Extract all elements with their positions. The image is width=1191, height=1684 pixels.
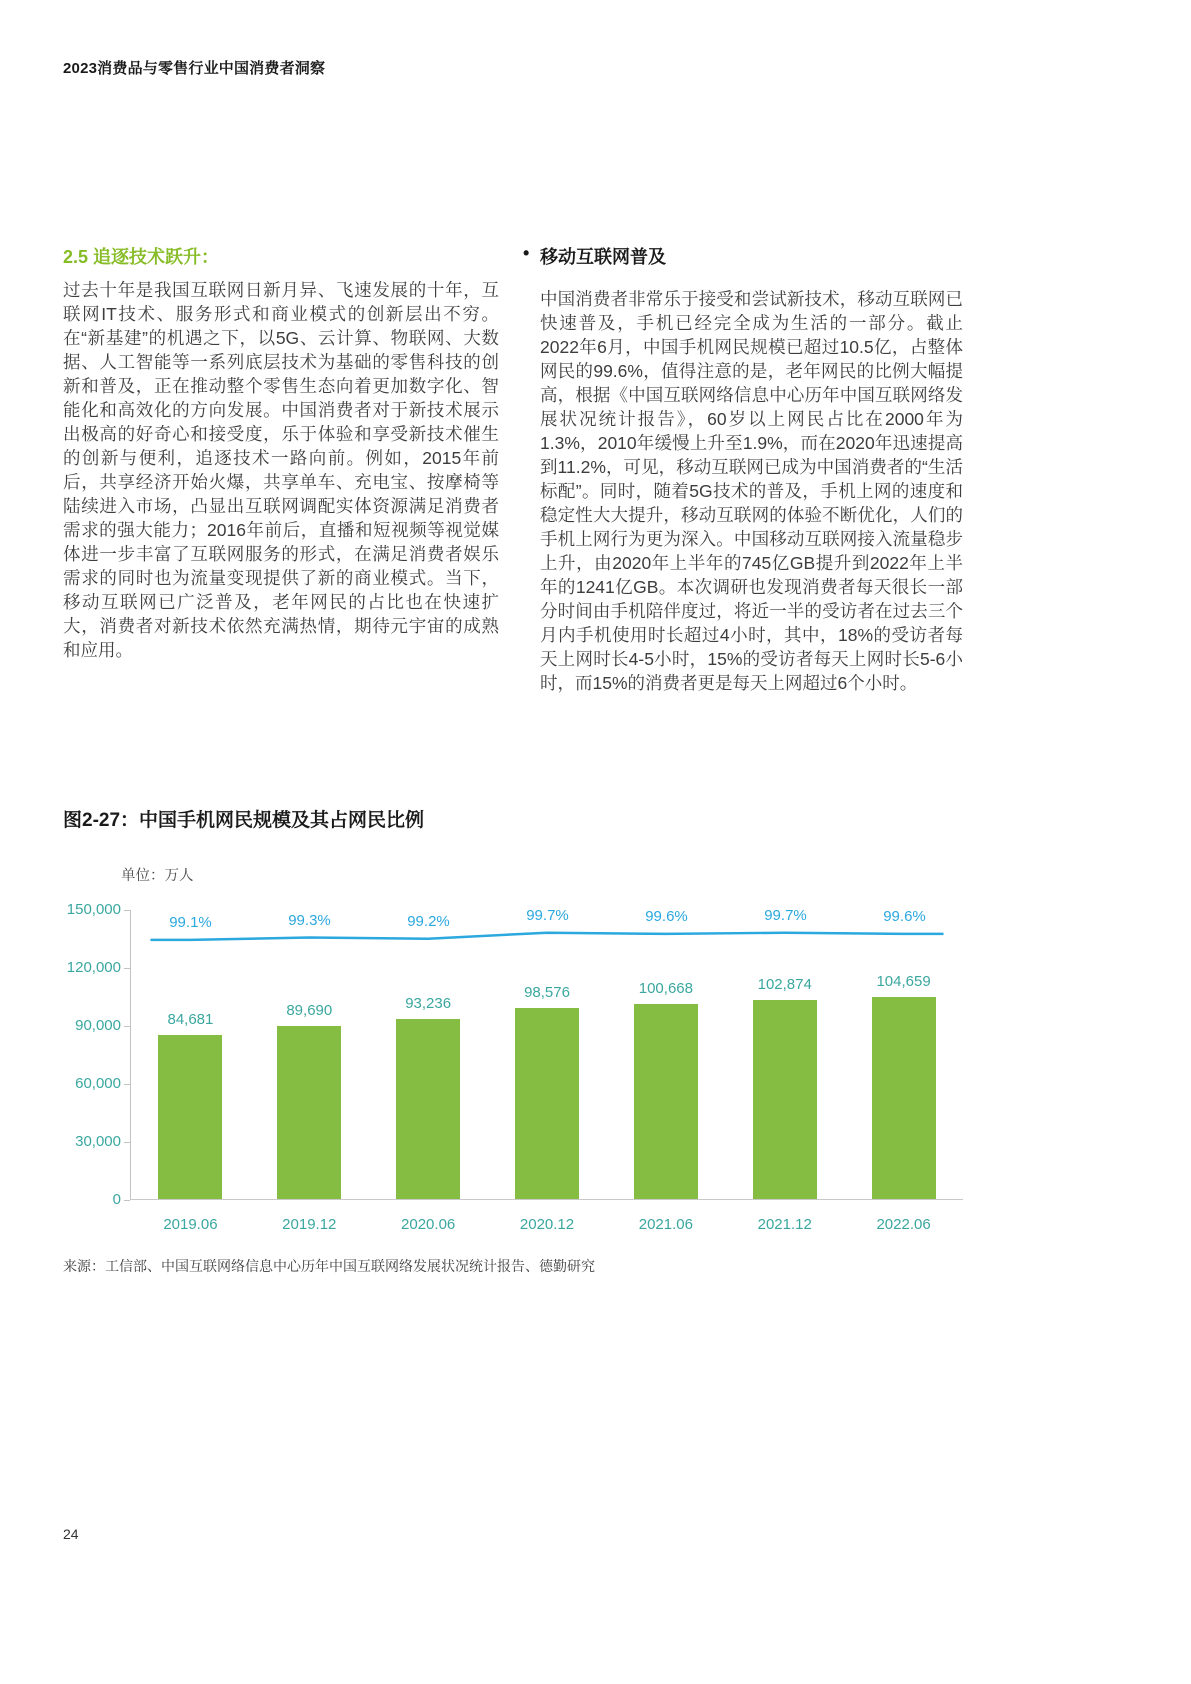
x-axis-label: 2019.06 xyxy=(163,1216,218,1233)
y-axis-tick xyxy=(124,1084,130,1085)
section-heading: 2.5 追逐技术跃升： xyxy=(63,247,220,267)
bullet-heading-row xyxy=(523,243,963,269)
bar-value-label: 100,668 xyxy=(638,980,693,998)
bar-group xyxy=(488,910,607,1233)
y-axis-tick xyxy=(124,1200,130,1201)
bar xyxy=(753,1000,817,1199)
y-axis-label: 30,000 xyxy=(75,1133,121,1150)
y-axis-label: 90,000 xyxy=(75,1017,121,1034)
subsection-body: 中国消费者非常乐于接受和尝试新技术，移动互联网已快速普及，手机已经完全成为生活的一部分。截止2022年6月，中国手机网民规模已超过10.5亿，占整体网民的99.6%，值得注意的是，老年网民的比例大幅提高，根据《中国互联网络信息中心历年中国互联网络发展状况统计报告》，60岁以上网民占比在2000年为1.3%，2010年缓慢上升至1.9%，而在2020年迅速提高到11.2%，可见，移动互联网已成为中国消费者的“生活标配”。同时，随着5G技术的普及，手机上网的速度和稳定性大大提升，移动互联网的体验不断优化，人们的手机上网行为更为深入。中国移动互联网接入流量稳步上升，由2020年上半年的745亿GB提升到2022年上半年的1241亿GB。本次调研也发现消费者每天很长一部分时间由手机陪伴度过，将近一半的受访者在过去三个月内手机使用时长超过4小时，其中，18%的受访者每天上网时长4-5小时，15%的受访者每天上网时长5-6小时，而15%的消费者更是每天上网超过6个小时。 xyxy=(540,289,963,693)
y-axis-label: 0 xyxy=(112,1191,121,1208)
bar-group xyxy=(844,910,963,1233)
bar xyxy=(158,1035,222,1199)
left-column xyxy=(63,243,499,662)
y-axis-label: 120,000 xyxy=(66,959,121,976)
bullet-icon: • xyxy=(523,243,530,263)
percent-label: 99.3% xyxy=(288,911,331,929)
percent-label: 99.6% xyxy=(883,908,926,925)
bar-group xyxy=(606,910,725,1233)
percent-label: 99.1% xyxy=(169,914,212,931)
bar-value-label: 89,690 xyxy=(286,1001,333,1019)
document-header: 2023消费品与零售行业中国消费者洞察 xyxy=(63,60,326,77)
figure-source: 来源：工信部、中国互联网络信息中心历年中国互联网络发展状况统计报告、德勤研究 xyxy=(63,1258,595,1274)
x-axis-label: 2021.12 xyxy=(757,1216,812,1233)
y-axis-tick xyxy=(124,968,130,969)
percent-label: 99.6% xyxy=(645,908,688,925)
x-axis-label: 2019.12 xyxy=(282,1216,337,1233)
bar xyxy=(515,1008,579,1199)
bar-group xyxy=(369,910,488,1233)
plot-area xyxy=(130,906,963,1233)
percent-label: 99.7% xyxy=(764,906,807,924)
x-axis-label: 2020.06 xyxy=(401,1216,456,1233)
right-column xyxy=(523,243,963,695)
percent-label: 99.2% xyxy=(407,912,450,930)
bar xyxy=(396,1019,460,1199)
bar-value-label: 84,681 xyxy=(167,1011,214,1029)
bar-value-label: 93,236 xyxy=(405,994,452,1012)
bars-container xyxy=(131,910,963,1233)
x-axis-label: 2020.12 xyxy=(519,1216,575,1233)
bar-chart xyxy=(63,852,983,1272)
chart-unit-label: 单位：万人 xyxy=(121,868,194,884)
percent-label: 99.7% xyxy=(526,906,569,924)
bar-value-label: 104,659 xyxy=(876,972,931,990)
x-axis-label: 2021.06 xyxy=(638,1216,693,1233)
y-axis-label: 150,000 xyxy=(66,901,121,918)
bar-value-label: 102,874 xyxy=(757,976,812,994)
bar-group xyxy=(725,910,844,1233)
bar xyxy=(872,997,936,1199)
section-body: 过去十年是我国互联网日新月异、飞速发展的十年，互联网IT技术、服务形式和商业模式的创新层出不穷。在“新基建”的机遇之下，以5G、云计算、物联网、大数据、人工智能等一系列底层技术为基础的零售科技的创新和普及，正在推动整个零售生态向着更加数字化、智能化和高效化的方向发展。中国消费者对于新技术展示出极高的好奇心和接受度，乐于体验和享受新技术催生的创新与便利，追逐技术一路向前。例如，2015年前后，共享经济开始火爆，共享单车、充电宝、按摩椅等陆续进入市场，凸显出互联网调配实体资源满足消费者需求的强大能力；2016年前后，直播和短视频等视觉媒体进一步丰富了互联网服务的形式，在满足消费者娱乐需求的同时也为流量变现提供了新的商业模式。当下，移动互联网已广泛普及，老年网民的占比也在快速扩大，消费者对新技术依然充满热情，期待元宇宙的成熟和应用。 xyxy=(63,280,499,660)
y-axis-tick xyxy=(124,910,130,911)
x-axis-label: 2022.06 xyxy=(876,1216,931,1233)
subsection-heading: 移动互联网普及 xyxy=(540,247,666,267)
bar-group xyxy=(131,910,250,1233)
figure-title: 图2-27：中国手机网民规模及其占网民比例 xyxy=(63,810,425,831)
bar-value-label: 98,576 xyxy=(524,984,570,1002)
y-axis-tick xyxy=(124,1142,130,1143)
y-axis-tick xyxy=(124,1026,130,1027)
page-number: 24 xyxy=(63,1526,79,1542)
bar xyxy=(277,1026,341,1199)
bar xyxy=(634,1004,698,1199)
y-axis-label: 60,000 xyxy=(75,1075,121,1092)
bar-group xyxy=(250,910,369,1233)
